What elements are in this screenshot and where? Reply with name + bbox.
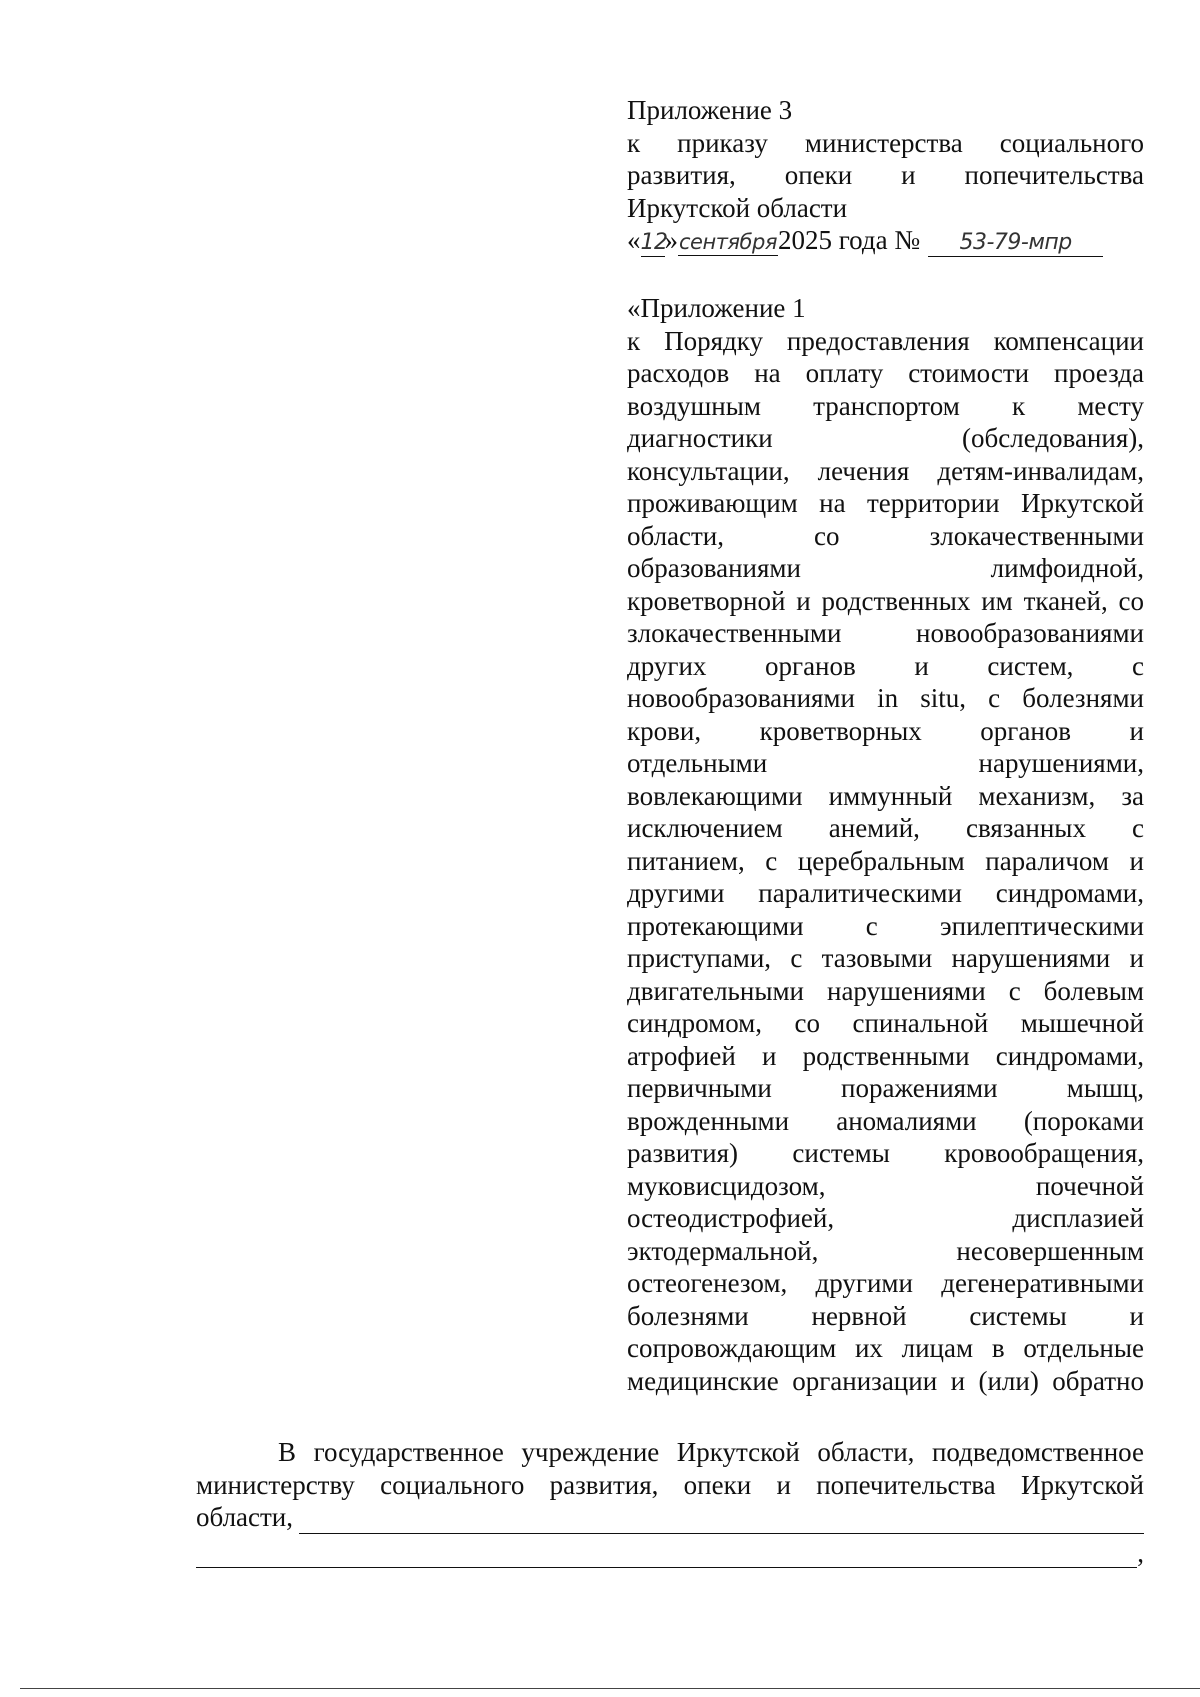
appendix-1-line: протекающими с эпилептическими: [627, 910, 1144, 941]
appendix-1-line: эктодермальной, несовершенным: [627, 1235, 1144, 1266]
addressee-line: В государственное учреждение Иркутской области, подведомственное: [278, 1437, 1144, 1467]
appendix-3-line: к приказу министерства социального: [627, 127, 1144, 158]
appendix-1-line: консультации, лечения детям-инвалидам,: [627, 455, 1144, 486]
appendix-1-line: исключением анемий, связанных с: [627, 813, 1144, 843]
appendix-3-line: развития, опеки и попечительства: [627, 160, 1144, 190]
appendix-1-title: «Приложение 1: [627, 293, 806, 323]
appendix-1-line: к Порядку предоставления компенсации: [627, 325, 1144, 356]
institution-fill-row: [196, 1501, 1144, 1534]
date-year-text: 2025 года №: [778, 225, 921, 255]
appendix-1-line: злокачественными новообразованиями: [627, 618, 1144, 648]
addressee-paragraph: [196, 1436, 1144, 1568]
appendix-1-line: атрофией и родственными синдромами,: [627, 1040, 1144, 1071]
appendix-3-header: [627, 94, 1144, 258]
handwritten-month: сентября: [679, 230, 777, 254]
appendix-3-title: Приложение 3: [627, 95, 793, 125]
appendix-1-line: диагностики (обследования),: [627, 423, 1144, 453]
appendix-1-line: других органов и систем, с: [627, 650, 1144, 681]
appendix-1-line: медицинские организации и (или) обратно: [627, 1365, 1144, 1396]
institution-fill-row-2: [196, 1538, 1144, 1568]
appendix-1-line: двигательными нарушениями с болевым: [627, 975, 1144, 1006]
appendix-1-line: новообразованиями in situ, с болезнями: [627, 683, 1144, 713]
appendix-1-line: синдромом, со спинальной мышечной: [627, 1008, 1144, 1038]
appendix-1-line: приступами, с тазовыми нарушениями и: [627, 943, 1144, 973]
appendix-1-line: развития) системы кровообращения,: [627, 1138, 1144, 1168]
appendix-1-line: другими паралитическими синдромами,: [627, 878, 1144, 908]
handwritten-order-number: 53-79-мпр: [928, 230, 1103, 257]
appendix-1-line: крови, кроветворных органов и: [627, 715, 1144, 746]
appendix-1-line: остеогенезом, другими дегенеративными: [627, 1268, 1144, 1298]
appendix-1-line: воздушным транспортом к месту: [627, 390, 1144, 421]
date-open-quote: «: [627, 225, 641, 255]
order-date-line: [627, 224, 1144, 258]
appendix-1-line: врожденными аномалиями (пороками: [627, 1105, 1144, 1136]
handwritten-day: 12: [640, 230, 668, 255]
appendix-1-line: болезнями нервной системы и: [627, 1300, 1144, 1331]
appendix-1-line: отдельными нарушениями,: [627, 748, 1144, 778]
institution-name-blank-2[interactable]: [196, 1547, 1137, 1568]
addressee-line-suffix: ,: [1137, 1537, 1144, 1568]
page-bottom-rule: [20, 1688, 1200, 1689]
appendix-1-line: первичными поражениями мышц,: [627, 1073, 1144, 1103]
addressee-line: министерству социального развития, опеки и попечительства Иркутской: [196, 1469, 1144, 1500]
appendix-1-line: области, со злокачественными: [627, 520, 1144, 551]
appendix-3-line: Иркутской области: [627, 192, 848, 223]
appendix-1-line: питанием, с церебральным параличом и: [627, 845, 1144, 876]
appendix-1-line: сопровождающим их лицам в отдельные: [627, 1333, 1144, 1363]
institution-name-blank[interactable]: [299, 1511, 1144, 1534]
appendix-1-line: проживающим на территории Иркутской: [627, 488, 1144, 518]
appendix-1-line: остеодистрофией, дисплазией: [627, 1203, 1144, 1233]
appendix-1-line: кроветворной и родственных им тканей, со: [627, 585, 1144, 616]
appendix-1-header: [627, 292, 1144, 1397]
appendix-1-line: муковисцидозом, почечной: [627, 1170, 1144, 1201]
addressee-line-prefix: области,: [196, 1502, 294, 1532]
appendix-1-line: расходов на оплату стоимости проезда: [627, 358, 1144, 388]
appendix-1-line: образованиями лимфоидной,: [627, 553, 1144, 583]
date-close-quote: »: [664, 225, 678, 255]
appendix-1-line: вовлекающими иммунный механизм, за: [627, 780, 1144, 811]
